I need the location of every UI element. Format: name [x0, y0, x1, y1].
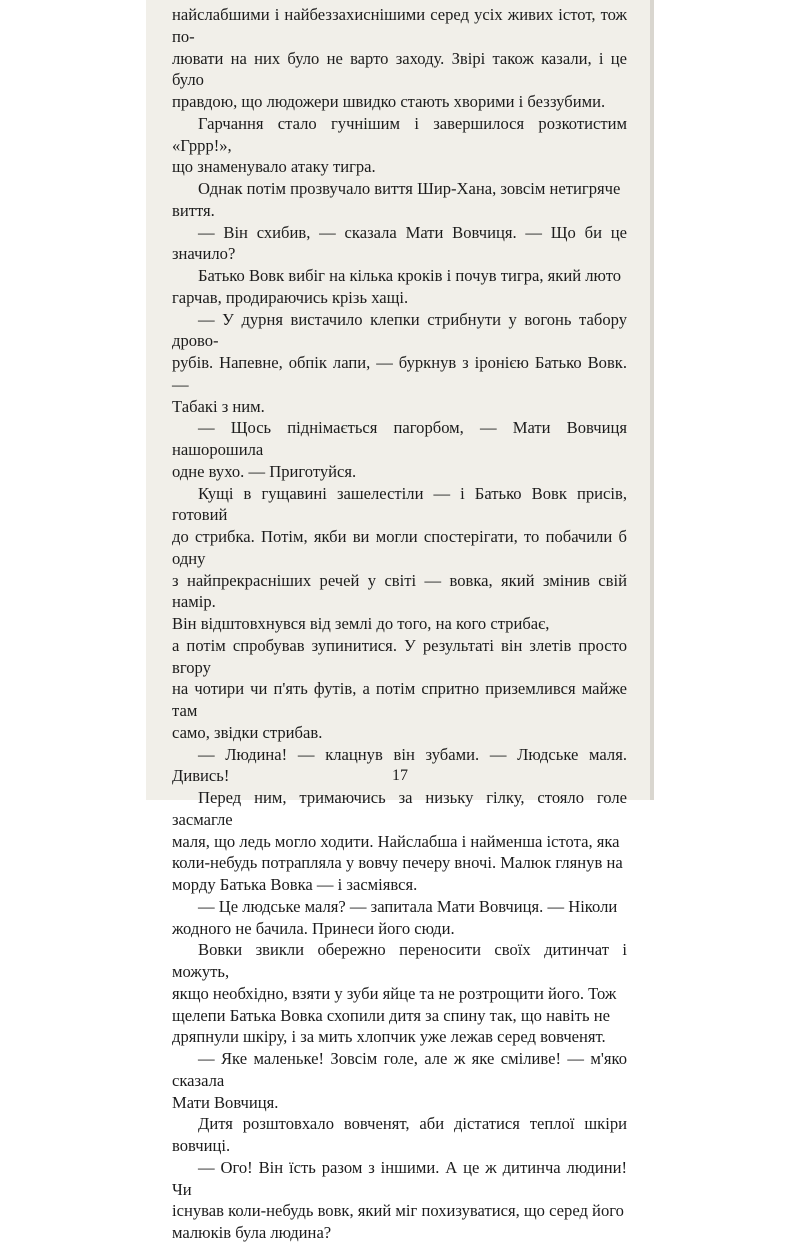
book-page [146, 0, 654, 1242]
paragraph: Однак потім прозвучало виття Шир-Хана, зовсім нетигряче виття. [172, 179, 621, 220]
paragraph: — У дурня вистачило клепки стрибнути у вогонь табору дрово- рубів. Напевне, обпік лапи, — буркнув з іронією Батько Вовк. — Табакі з ним. [172, 309, 627, 416]
paragraph: — Він схибив, — сказала Мати Вовчиця. — Що би це значило? [172, 222, 627, 264]
paragraph: Батько Вовк вибіг на кілька кроків і почув тигра, який люто гарчав, продираючись крізь хащі. [172, 266, 622, 307]
paragraph: — Яке маленьке! Зовсім голе, але ж яке сміливе! — м'яко сказала Мати Вовчиця. [172, 1049, 627, 1112]
page-body-text [172, 4, 627, 1244]
paragraph: — Щось піднімається пагорбом, — Мати Вовчиця нашорошила одне вухо. — Приготуйся. [172, 418, 627, 481]
paragraph: Перед ним, тримаючись за низьку гілку, стояло голе засмагле маля, що ледь могло ходити. Найслабша і найменша істота, яка коли-небудь потрапляла у вовчу печеру вночі. Малюк глянув на морду Батька Вовка — і засміявся. [172, 788, 627, 894]
paragraph: Гарчання стало гучнішим і завершилося розкотистим «Гррр!», що знаменувало атаку тигра. [172, 113, 627, 177]
paragraph: Дитя розштовхало вовченят, аби дістатися теплої шкіри вовчиці. [172, 1114, 627, 1155]
paragraph: Вовки звикли обережно переносити своїх дитинчат і можуть, якщо необхідно, взяти у зуби яйце та не розтрощити його. Тож щелепи Батька Вовка схопили дитя за спину так, що навіть не дряпнули шкіру, і за мить хлопчик уже лежав серед вовченят. [172, 940, 627, 1047]
page-number: 17 [392, 767, 408, 784]
paragraph: Кущі в гущавині зашелестіли — і Батько Вовк присів, готовий до стрибка. Потім, якби ви могли спостерігати, то побачили б одну з найпрекрасніших речей у світі — вовка, який змінив свій намір. Він відштовхнувся від землі до того, на кого стрибає, а потім спробував зупинитися. У результаті він злетів просто вгору на чотири чи п'ять футів, а потім спритно приземлився майже там само, звідки стрибав. [172, 483, 627, 742]
paragraph: — Це людське маля? — запитала Мати Вовчиця. — Ніколи жодного не бачила. Принеси його сюди. [172, 896, 618, 938]
paragraph: найслабшими і найбеззахиснішими серед усіх живих істот, тож по- лювати на них було не варто заходу. Звірі також казали, і це було правдою, що людожери швидко стають хворими і беззубими. [172, 5, 627, 111]
paragraph: — Ого! Він їсть разом з іншими. А це ж дитинча людини! Чи існував коли-небудь вовк, який міг похизуватися, що серед його малюків була людина? [172, 1157, 627, 1242]
paragraph: — Людина! — клацнув він зубами. — Людське маля. Дивись! [172, 744, 627, 786]
